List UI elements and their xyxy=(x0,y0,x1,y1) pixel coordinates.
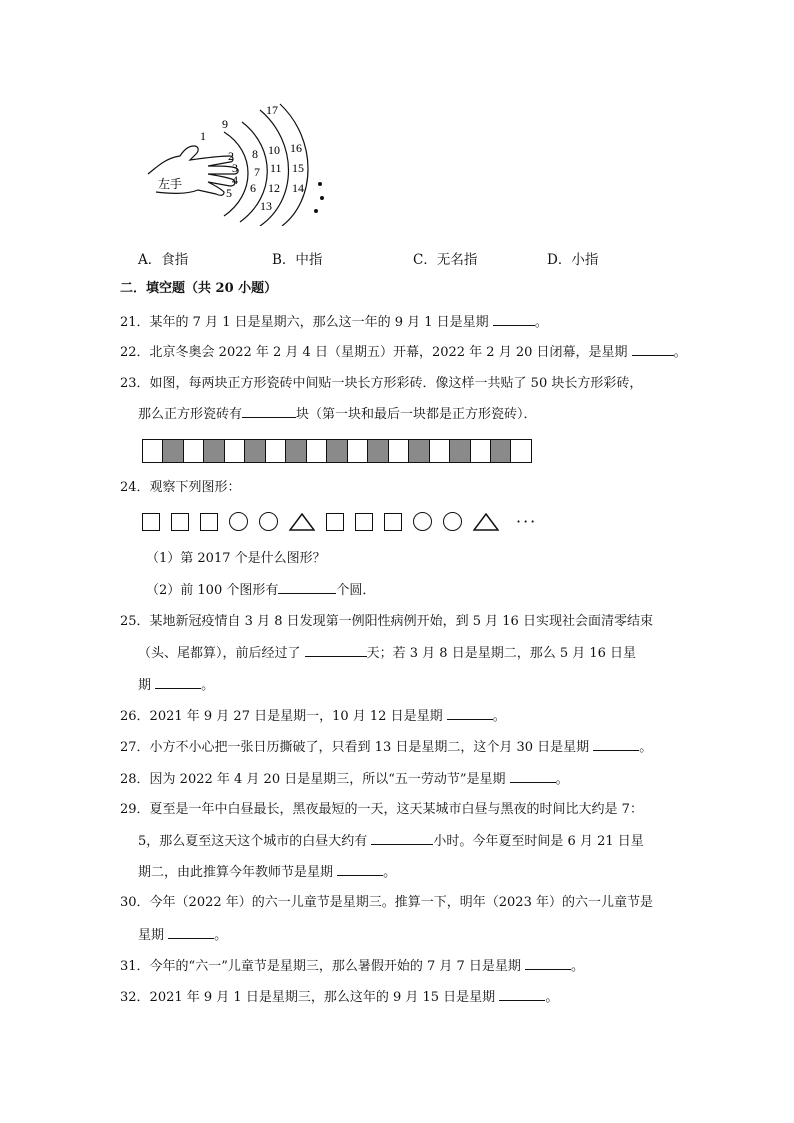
continuation-dot xyxy=(320,196,324,200)
question-30-line1 xyxy=(120,893,653,913)
q24-sub1: （1）第 2017 个是什么图形？ xyxy=(146,551,326,566)
q32-text: 32．2021 年 9 月 1 日是星期三，那么这年的 9 月 15 日是星期 xyxy=(120,990,500,1005)
hand-label: 左手 xyxy=(158,177,183,191)
hand-num-6: 6 xyxy=(250,181,256,195)
square-tile xyxy=(389,440,409,462)
hand-num-16: 16 xyxy=(290,141,302,155)
square-tile xyxy=(307,440,327,462)
square-tile xyxy=(348,440,368,462)
circle-shape xyxy=(443,512,462,531)
hand-figure-svg xyxy=(146,96,346,226)
question-30-line2 xyxy=(138,925,227,946)
answer-blank[interactable] xyxy=(155,675,201,689)
tile-strip xyxy=(142,439,532,463)
question-27 xyxy=(120,737,652,758)
q27-text: 27．小方不小心把一张日历撕破了，只看到 13 日是星期二，这个月 30 日是星期 xyxy=(120,740,594,755)
q24-sub2-b: 个圆． xyxy=(336,583,376,598)
q29-line3-a: 期二，由此推算今年教师节是星期 xyxy=(138,865,338,880)
q23-line2-a: 那么正方形瓷砖有 xyxy=(138,407,243,422)
q23-line2-b: 块（第一块和最后一块都是正方形瓷砖）． xyxy=(296,407,537,422)
answer-blank[interactable] xyxy=(493,312,535,326)
square-tile xyxy=(471,440,491,462)
q26-end: 。 xyxy=(492,709,506,724)
question-24-sub2 xyxy=(146,580,375,601)
hand-counting-figure xyxy=(146,96,346,226)
q31-text: 31．今年的“六一”儿童节是星期三，那么暑假开始的 7 月 7 日是星期 xyxy=(120,959,526,974)
answer-blank[interactable] xyxy=(510,769,556,783)
question-29-line1 xyxy=(120,800,643,820)
answer-blank[interactable] xyxy=(447,706,493,720)
triangle-shape xyxy=(473,513,499,531)
q22-text: 22．北京冬奥会 2022 年 2 月 4 日（星期五）开幕，2022 年 2 月 20 日闭幕，是星期 xyxy=(120,345,632,360)
q25-line2-b: 天；若 3 月 8 日是星期二，那么 5 月 16 日星 xyxy=(366,646,637,661)
ellipsis: ··· xyxy=(516,512,538,531)
square-shape xyxy=(355,513,373,531)
q24-title: 24．观察下列图形： xyxy=(120,480,241,495)
question-22 xyxy=(120,342,687,363)
question-21 xyxy=(120,312,548,333)
q28-end: 。 xyxy=(555,772,569,787)
square-tile xyxy=(266,440,286,462)
rect-tile xyxy=(409,440,429,462)
hand-num-1: 1 xyxy=(200,129,206,143)
hand-num-4: 4 xyxy=(232,173,238,187)
square-shape xyxy=(171,513,189,531)
hand-num-9: 9 xyxy=(222,117,228,131)
q30-line2-b: 。 xyxy=(214,928,228,943)
answer-blank[interactable] xyxy=(168,925,214,939)
option-d: D．小指 xyxy=(547,252,599,268)
question-29-line3 xyxy=(138,862,396,883)
rect-tile xyxy=(491,440,511,462)
square-tile xyxy=(430,440,450,462)
square-shape xyxy=(200,513,218,531)
answer-blank[interactable] xyxy=(525,956,571,970)
answer-blank[interactable] xyxy=(632,342,674,356)
rect-tile xyxy=(368,440,388,462)
q31-end: 。 xyxy=(571,959,585,974)
question-23-line1 xyxy=(120,374,642,394)
hand-num-2: 2 xyxy=(228,149,234,163)
hand-num-14: 14 xyxy=(292,181,304,195)
option-a: A．食指 xyxy=(138,252,189,268)
hand-num-13: 13 xyxy=(260,199,272,213)
hand-num-5: 5 xyxy=(226,186,232,200)
q23-line1: 23．如图，每两块正方形瓷砖中间贴一块长方形彩砖．像这样一共贴了 50 块长方形彩砖， xyxy=(120,376,643,391)
q27-end: 。 xyxy=(639,740,653,755)
question-26 xyxy=(120,706,506,727)
square-tile xyxy=(184,440,204,462)
q22-end: 。 xyxy=(673,345,687,360)
hand-num-15: 15 xyxy=(292,161,304,175)
answer-blank[interactable] xyxy=(242,404,296,418)
question-28 xyxy=(120,769,569,790)
q25-line2-a: （头、尾都算），前后经过了 xyxy=(138,646,305,661)
q26-text: 26．2021 年 9 月 27 日是星期一，10 月 12 日是星期 xyxy=(120,709,447,724)
circle-shape xyxy=(229,512,248,531)
question-31 xyxy=(120,956,584,977)
hand-num-7: 7 xyxy=(254,165,260,179)
q29-line1: 29．夏至是一年中白昼最长，黑夜最短的一天，这天某城市白昼与黑夜的时间比大约是 7： xyxy=(120,802,643,817)
answer-blank[interactable] xyxy=(305,643,367,657)
q32-end: 。 xyxy=(545,990,559,1005)
answer-blank[interactable] xyxy=(371,831,433,845)
hand-num-12: 12 xyxy=(268,181,280,195)
option-c: C．无名指 xyxy=(413,252,478,268)
option-b: B．中指 xyxy=(272,252,323,268)
square-tile xyxy=(225,440,245,462)
question-24-sub1 xyxy=(146,549,326,569)
q25-line3-b: 。 xyxy=(201,678,215,693)
rect-tile xyxy=(245,440,265,462)
shape-sequence xyxy=(142,512,537,531)
section-title-text: 二．填空题（共 20 小题） xyxy=(120,281,278,296)
question-25-line2 xyxy=(138,643,636,664)
answer-blank[interactable] xyxy=(278,580,336,594)
q25-line3-a: 期 xyxy=(138,678,156,693)
rect-tile xyxy=(450,440,470,462)
square-shape xyxy=(142,513,160,531)
answer-blank[interactable] xyxy=(337,862,383,876)
q21-end: 。 xyxy=(534,315,548,330)
hand-num-17: 17 xyxy=(266,103,278,117)
continuation-dot xyxy=(318,182,322,186)
square-tile xyxy=(511,440,530,462)
hand-num-3: 3 xyxy=(232,161,238,175)
rect-tile xyxy=(286,440,306,462)
hand-num-11: 11 xyxy=(270,161,282,175)
q28-text: 28．因为 2022 年 4 月 20 日是星期三，所以“五一劳动节”是星期 xyxy=(120,772,510,787)
q30-line1: 30．今年（2022 年）的六一儿童节是星期三。推算一下，明年（2023 年）的六一儿童节是 xyxy=(120,895,653,910)
question-32 xyxy=(120,987,558,1008)
triangle-shape xyxy=(289,513,315,531)
q29-line3-b: 。 xyxy=(383,865,397,880)
square-tile xyxy=(143,440,163,462)
question-24-title xyxy=(120,478,241,498)
hand-num-10: 10 xyxy=(268,143,280,157)
rect-tile xyxy=(204,440,224,462)
q25-line1: 25．某地新冠疫情自 3 月 8 日发现第一例阳性病例开始，到 5 月 16 日实现社会面清零结束 xyxy=(120,614,653,629)
q21-text: 21．某年的 7 月 1 日是星期六，那么这一年的 9 月 1 日是星期 xyxy=(120,315,493,330)
circle-shape xyxy=(259,512,278,531)
question-25-line3 xyxy=(138,675,214,696)
square-shape xyxy=(384,513,402,531)
circle-shape xyxy=(413,512,432,531)
rect-tile xyxy=(327,440,347,462)
square-shape xyxy=(326,513,344,531)
q29-line2-a: 5，那么夏至这天这个城市的白昼大约有 xyxy=(138,834,372,849)
answer-blank[interactable] xyxy=(499,987,545,1001)
q29-line2-b: 小时。今年夏至时间是 6 月 21 日星 xyxy=(433,834,644,849)
continuation-dot xyxy=(314,209,318,213)
question-29-line2 xyxy=(138,831,644,852)
answer-blank[interactable] xyxy=(593,737,639,751)
q30-line2-a: 星期 xyxy=(138,928,169,943)
rect-tile xyxy=(163,440,183,462)
hand-num-8: 8 xyxy=(252,147,258,161)
question-25-line1 xyxy=(120,612,653,632)
q24-sub2-a: （2）前 100 个图形有 xyxy=(146,583,279,598)
section-title xyxy=(120,279,277,299)
question-23-line2 xyxy=(138,404,537,425)
